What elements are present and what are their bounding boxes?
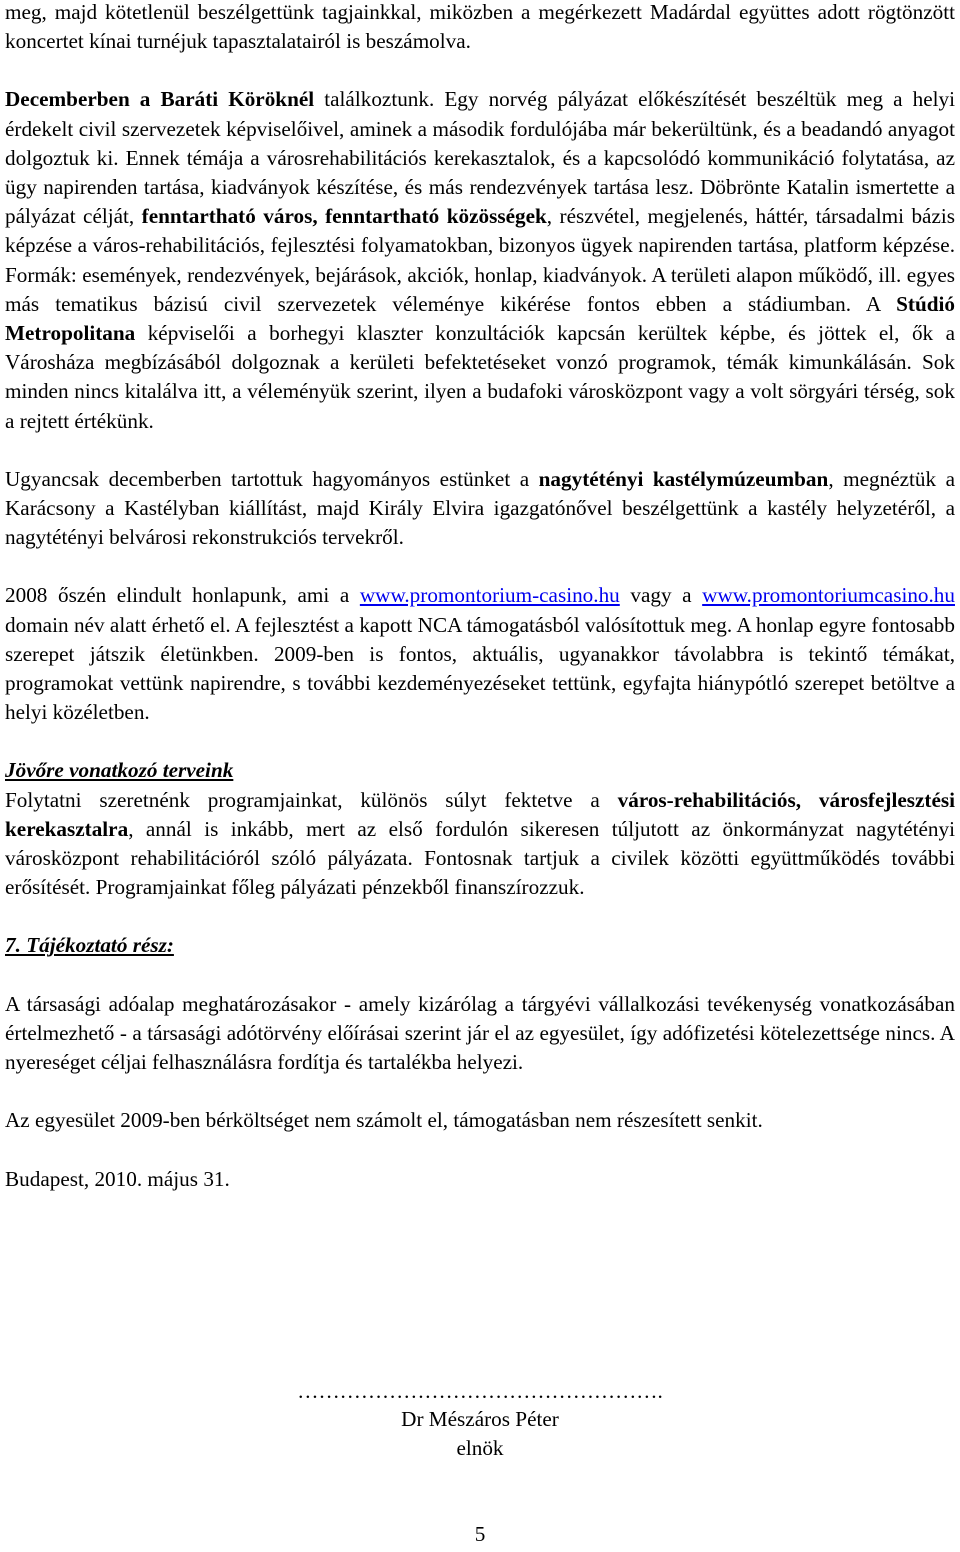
- paragraph-text: Ugyancsak decemberben tartottuk hagyományos estünket a: [5, 466, 539, 491]
- paragraph-wage-cost: [5, 1106, 955, 1135]
- signer-role: elnök: [456, 1436, 504, 1460]
- paragraph-text: domain név alatt érhető el. A fejlesztést a kapott NCA támogatásból valósítottuk meg. A honlap egyre fontosabb szerepet játszik életünkben. 2009-ben is fontos, aktuális, ugyanakkor távolabbra is tekintő témákat, programokat vettünk napirendre, s további kezdeményezéseket tettünk, egyfajta hiánypótló szerepet betöltve a helyi közéletben.: [5, 612, 955, 725]
- paragraph-text: képviselői a borhegyi klaszter konzultációk kapcsán kerültek képbe, és jöttek el, ők a Városháza megbízásából dolgoznak a kerületi befektetéseket vonzó programok, témák kimunkálásán. Sok minden nincs kitalálva itt, a véleményük szerint, ilyen a budafoki városközpont vagy a volt sörgyári térség, sok a rejtett értékünk.: [5, 321, 955, 433]
- bold-phrase: fenntartható város, fenntartható közösségek: [141, 204, 547, 229]
- website-link-2[interactable]: www.promontoriumcasino.hu: [702, 583, 955, 608]
- paragraph-text: vagy a: [619, 583, 703, 608]
- paragraph-future-plans: [5, 786, 955, 903]
- website-link-1[interactable]: www.promontorium-casino.hu: [359, 583, 620, 608]
- bold-phrase: nagytétényi kastélymúzeumban: [538, 466, 829, 491]
- paragraph-text: találkoztunk. Egy norvég pályázat előkészítését beszéltük meg a helyi érdekelt civil szervezetek képviselőivel, aminek a második fordulójába már bekerültünk, és a beadandó anyagot dolgoztuk ki. Ennek témája a városrehabilitációs kerekasztalok, és a kapcsolódó kommunikáció folytatása, az ügy napirenden tartása, kiadványok készítése, és más rendezvények tartása lesz. Döbrönte Katalin ismertette a pályázat célját,: [5, 87, 955, 229]
- paragraph-text: , részvétel, megjelenés, háttér, társadalmi bázis képzése a város-rehabilitációs, fejlesztési folyamatokban, bizonyos ügyek napirenden tartása, platform képzése. Formák: események, rendezvények, bejárások, akciók, honlap, kiadványok. A területi alapon működő, ill. egyes más tematikus bázisú civil szervezetek véleménye kikérése fontos ebben a stádiumban. A: [5, 204, 955, 316]
- bold-phrase: Decemberben a Baráti Köröknél: [5, 87, 315, 112]
- paragraph-tax-info: [5, 990, 955, 1078]
- paragraph-kastelymuzeum: [5, 465, 955, 553]
- place-and-date: [5, 1165, 955, 1194]
- document-body: [5, 0, 955, 1194]
- paragraph-text: Folytatni szeretnénk programjainkat, különös súlyt fektetve a: [5, 787, 618, 812]
- paragraph-text: , megnéztük a Karácsony a Kastélyban kiállítást, majd Király Elvira igazgatónővel beszélgettünk a kastély helyzetéről, a nagytétényi belvárosi rekonstrukciós tervekről.: [5, 466, 955, 550]
- paragraph-text: 2008 őszén elindult honlapunk, ami a: [5, 583, 360, 608]
- heading-future-plans: Jövőre vonatkozó terveink: [5, 758, 234, 783]
- signature-line: …………………………………………….: [297, 1379, 663, 1403]
- paragraph-text: Az egyesület 2009-ben bérköltséget nem számolt el, támogatásban nem részesített senkit.: [5, 1108, 763, 1133]
- paragraph-honlap: [5, 581, 955, 727]
- page-number: 5: [474, 1522, 486, 1546]
- heading-information: 7. Tájékoztató rész:: [5, 933, 174, 958]
- paragraph-text: meg, majd kötetlenül beszélgettünk tagjainkkal, miközben a megérkezett Madárdal együttes adott rögtönzött koncertet kínai turnéjuk tapasztalatairól is beszámolva.: [5, 0, 955, 54]
- signer-name: Dr Mészáros Péter: [401, 1407, 559, 1431]
- paragraph-text: A társasági adóalap meghatározásakor - amely kizárólag a tárgyévi vállalkozási tevékenység vonatkozásában értelmezhető - a társasági adótörvény előírásai szerint jár el az egyesület, így adófizetési kötelezettsége nincs. A nyereséget céljai felhasználásra fordítja és tartalékba helyezi.: [5, 991, 955, 1075]
- bold-phrase: Stúdió Metropolitana: [5, 291, 955, 346]
- paragraph-barati-korok: [5, 85, 955, 435]
- paragraph-text: , annál is inkább, mert az első fordulón sikeresen túljutott az önkormányzat nagytétényi városközpont rehabilitációról szóló pályázata. Fontosnak tartjuk a civilek közötti együttműködés további erősítését. Programjainkat főleg pályázati pénzekből finanszírozzuk.: [5, 816, 955, 900]
- paragraph-madardal: [5, 0, 955, 56]
- bold-phrase: város-rehabilitációs, városfejlesztési kerekasztalra: [5, 787, 955, 841]
- date-text: Budapest, 2010. május 31.: [5, 1166, 230, 1191]
